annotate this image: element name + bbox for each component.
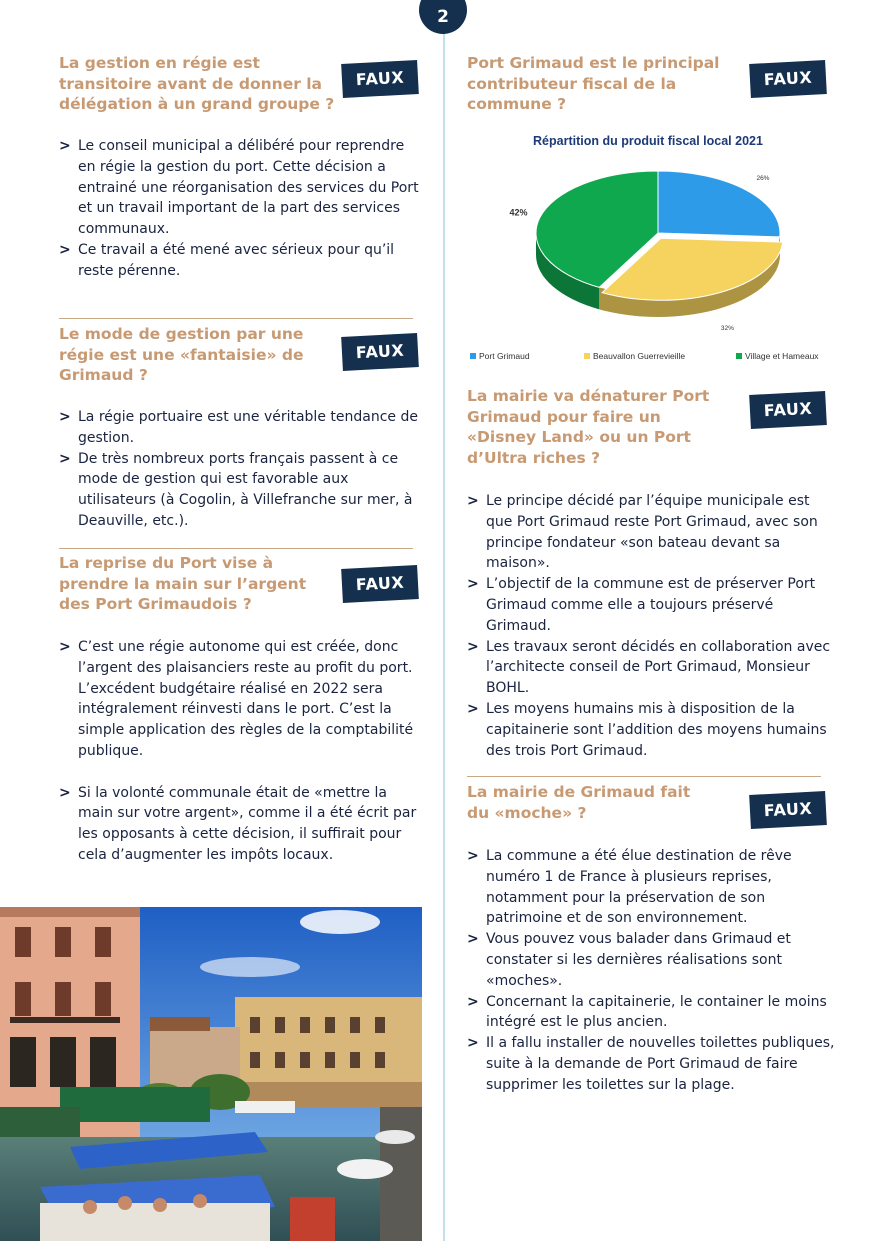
pie-value-label: 26% <box>756 174 770 182</box>
chart-title: Répartition du produit fiscal local 2021 <box>533 134 763 148</box>
pie-chart <box>468 125 828 375</box>
bullet-item: > Si la volonté communale était de «mettre la main sur votre argent», comme il a été écrit par les opposants à cette décision, il suffirait pour cela d’augmenter les impôts locaux. <box>59 783 424 866</box>
faux-badge: FAUX <box>749 391 827 429</box>
question-heading: La reprise du Port vise à prendre la main sur l’argent des Port Grimaudois ? <box>59 554 307 613</box>
port-grimaud-photo <box>0 907 422 1241</box>
bullet-item: > L’objectif de la commune est de préserver Port Grimaud comme elle a toujours préservé Grimaud. <box>467 574 837 636</box>
question-heading: La mairie de Grimaud fait du «moche» ? <box>467 783 691 822</box>
bullet-list <box>59 136 424 282</box>
column-divider <box>443 0 445 1241</box>
bullet-item: > Les travaux seront décidés en collaboration avec l’architecte conseil de Port Grimaud, Monsieur BOHL. <box>467 637 837 699</box>
section-separator <box>59 318 413 319</box>
faux-badge: FAUX <box>341 60 419 98</box>
bullet-item: > Le conseil municipal a délibéré pour reprendre en régie la gestion du port. Cette décision a entrainé une réorganisation des services du Port et un travail important de la part des services communaux. <box>59 136 424 240</box>
pie-value-label: 42% <box>509 207 528 218</box>
legend-swatch <box>584 353 590 359</box>
bullet-item: > De très nombreux ports français passent à ce mode de gestion qui est favorable aux utilisateurs (à Cogolin, à Villefranche sur mer, à Deauville, etc.). <box>59 449 424 532</box>
bullet-item: > Vous pouvez vous balader dans Grimaud et constater si les dernières réalisations sont «moches». <box>467 929 837 991</box>
bullet-item: > La régie portuaire est une véritable tendance de gestion. <box>59 407 424 449</box>
legend-swatch <box>470 353 476 359</box>
bullet-list <box>59 637 424 866</box>
legend-label: Beauvallon Guerrevieille <box>593 351 686 361</box>
legend-label: Village et Hameaux <box>745 351 819 361</box>
section-separator <box>59 548 413 549</box>
question-heading: La gestion en régie est transitoire avant de donner la délégation à un grand groupe ? <box>59 54 335 113</box>
bullet-list <box>467 491 837 761</box>
question-heading: Port Grimaud est le principal contributeur fiscal de la commune ? <box>467 54 720 113</box>
bullet-item: > La commune a été élue destination de rêve numéro 1 de France à plusieurs reprises, notamment pour la préservation de son patrimoine et de son environnement. <box>467 846 837 929</box>
bullet-item: > Les moyens humains mis à disposition de la capitainerie sont l’addition des moyens humains des trois Port Grimaud. <box>467 699 837 761</box>
bullet-item: > C’est une régie autonome qui est créée, donc l’argent des plaisanciers reste au profit du port. L’excédent budgétaire réalisé en 2022 sera intégralement réinvesti dans le port. C’est la simple application des règles de la comptabilité publique. <box>59 637 424 762</box>
question-heading: Le mode de gestion par une régie est une «fantaisie» de Grimaud ? <box>59 325 304 384</box>
pie-value-label: 32% <box>720 324 734 332</box>
bullet-list <box>467 846 837 1096</box>
section-separator <box>467 776 821 777</box>
bullet-item: > Concernant la capitainerie, le container le moins intégré est le plus ancien. <box>467 992 837 1034</box>
legend-label: Port Grimaud <box>479 351 530 361</box>
bullet-list <box>59 407 424 532</box>
question-heading: La mairie va dénaturer Port Grimaud pour faire un «Disney Land» ou un Port d’Ultra riches ? <box>467 387 710 467</box>
faux-badge: FAUX <box>341 565 419 603</box>
faux-badge: FAUX <box>749 791 827 829</box>
faux-badge: FAUX <box>749 60 827 98</box>
legend-swatch <box>736 353 742 359</box>
page-number-badge: 2 <box>419 0 467 34</box>
bullet-item: > Ce travail a été mené avec sérieux pour qu’il reste pérenne. <box>59 240 424 282</box>
faux-badge: FAUX <box>341 333 419 371</box>
bullet-item: > Il a fallu installer de nouvelles toilettes publiques, suite à la demande de Port Grimaud de faire supprimer les toilettes sur la plage. <box>467 1033 837 1095</box>
bullet-item: > Le principe décidé par l’équipe municipale est que Port Grimaud reste Port Grimaud, avec son principe fondateur «son bateau devant sa maison». <box>467 491 837 574</box>
